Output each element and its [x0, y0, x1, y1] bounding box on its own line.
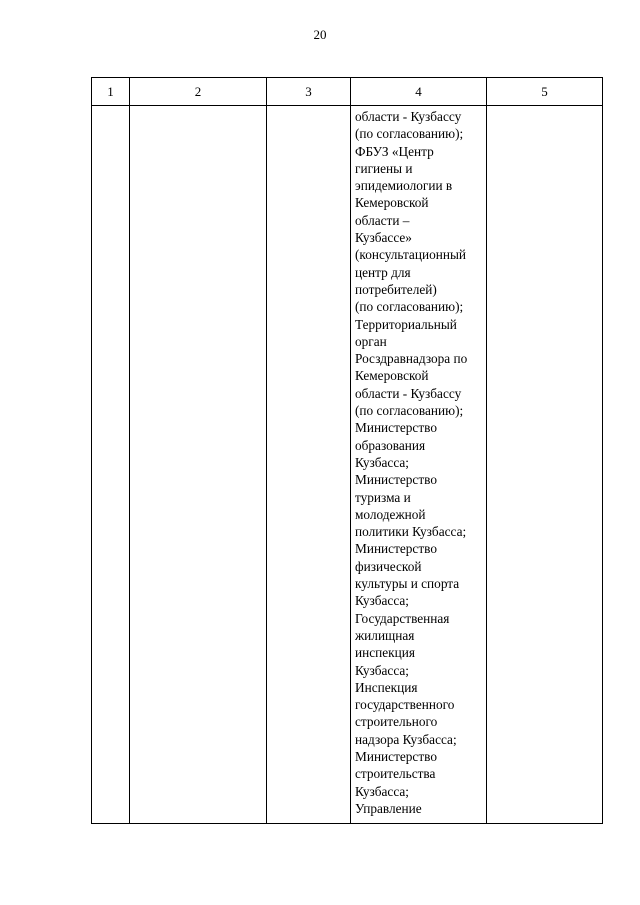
cell-col-1 [92, 106, 130, 824]
cell-col-1-text [92, 106, 129, 108]
cell-col-3-text [267, 106, 350, 108]
table-row [92, 106, 603, 824]
column-header-4: 4 [351, 78, 487, 106]
page-number: 20 [313, 27, 327, 42]
cell-col-2-text [130, 106, 266, 108]
cell-col-5-text [487, 106, 602, 108]
responsible-executors-text: области - Кузбассу (по согласованию); ФБУЗ «Центр гигиены и эпидемиологии в Кемеровской области – Кузбассе» (консультационный центр для потребителей) (по согласованию); Территориальный орган Росздравнадзора по Кемеровской области - Кузбассу (по согласованию); Министерство образования Кузбасса; Министерство туризма и молодежной политики Кузбасса; Министерство физической культуры и спорта Кузбасса; Государственная жилищная инспекция Кузбасса; Инспекция государственного строительного надзора Кузбасса; Министерство строительства Кузбасса; Управление [355, 109, 468, 816]
document-table [91, 77, 603, 824]
cell-col-4 [351, 106, 487, 824]
column-header-2: 2 [130, 78, 267, 106]
column-header-1: 1 [92, 78, 130, 106]
column-header-3: 3 [267, 78, 351, 106]
cell-col-2 [130, 106, 267, 824]
cell-col-5 [487, 106, 603, 824]
column-header-5: 5 [487, 78, 603, 106]
cell-col-3 [267, 106, 351, 824]
table-header-row [92, 78, 603, 106]
